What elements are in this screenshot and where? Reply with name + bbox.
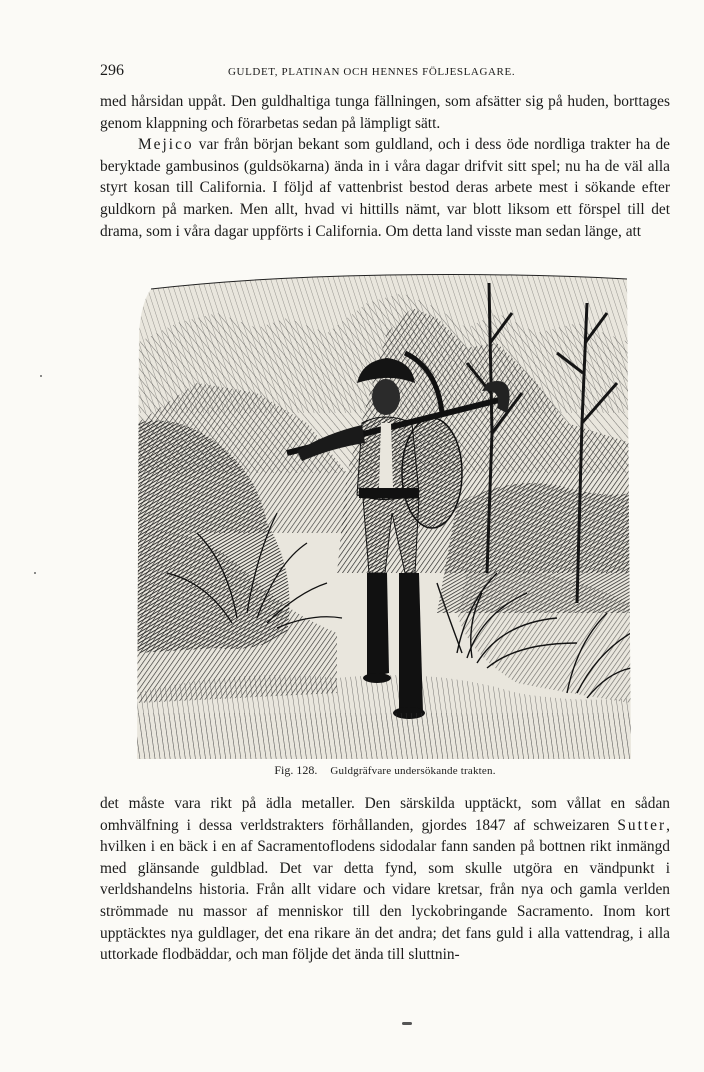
spaced-word-sutter: Sutter — [617, 816, 667, 834]
paragraph-2-text: var från början bekant som guldland, och i dess öde nordliga trakter ha de beryktade gambusinos (guldsökarna) ända in i våra dagar drifvit sitt spel; nu ha de väl alla styrt kosan till California. I följd af vattenbrist bestod deras arbete mest i sökande efter guldkorn på marken. Men allt, hvad vi hittills nämt, var blott liksom ett förspel till det drama, som i våra dagar uppförts i California. Om detta land visste man sedan länge, att — [100, 136, 670, 240]
margin-speck — [34, 572, 36, 574]
bottom-text-block — [100, 793, 670, 966]
top-text-block — [100, 91, 670, 242]
figure-label: Fig. 128. — [274, 763, 318, 777]
page-header — [100, 62, 670, 82]
paragraph-2 — [100, 134, 670, 242]
spaced-word-mejico: Mejico — [138, 136, 194, 154]
margin-speck — [40, 375, 42, 377]
ink-smudge — [402, 1022, 412, 1025]
paragraph-3-part2: , hvilken i en bäck i en af Sacramentoflodens sidodalar fann sanden på bottnen rikt inmängd med glänsande guldblad. Det var detta fynd, som skulle utgöra en vändpunkt i verldshandelns historia. Från allt vidare och vidare kretsar, från nya och gamla verlden strömmade nu massor af menniskor till den lyckobringande Sacramento. Inom kort upptäcktes nya guldlager, det ena rikare än det andra; det fans guld i alla vattendrag, i alla uttorkade flodbäddar, och man följde det ända till sluttnin- — [100, 816, 670, 964]
running-head: GULDET, PLATINAN OCH HENNES FÖLJESLAGARE. — [228, 66, 516, 78]
page-number: 296 — [100, 62, 124, 79]
paragraph-3-part1: det måste vara rikt på ädla metaller. Den särskilda upptäckt, som vållat en sådan omhvälfning i dessa verldstrakters förhållanden, gjordes 1847 af schweizaren — [100, 795, 670, 834]
paragraph-1: med hårsidan uppåt. Den guldhaltiga tunga fällningen, som afsätter sig på huden, borttages genom klappning och förarbetas sedan på lämpligt sätt. — [100, 93, 670, 132]
engraving-illustration — [137, 273, 631, 759]
figure-caption — [100, 763, 670, 778]
figure-caption-text: Guldgräfvare undersökande trakten. — [330, 765, 496, 777]
paragraph-3 — [100, 793, 670, 966]
